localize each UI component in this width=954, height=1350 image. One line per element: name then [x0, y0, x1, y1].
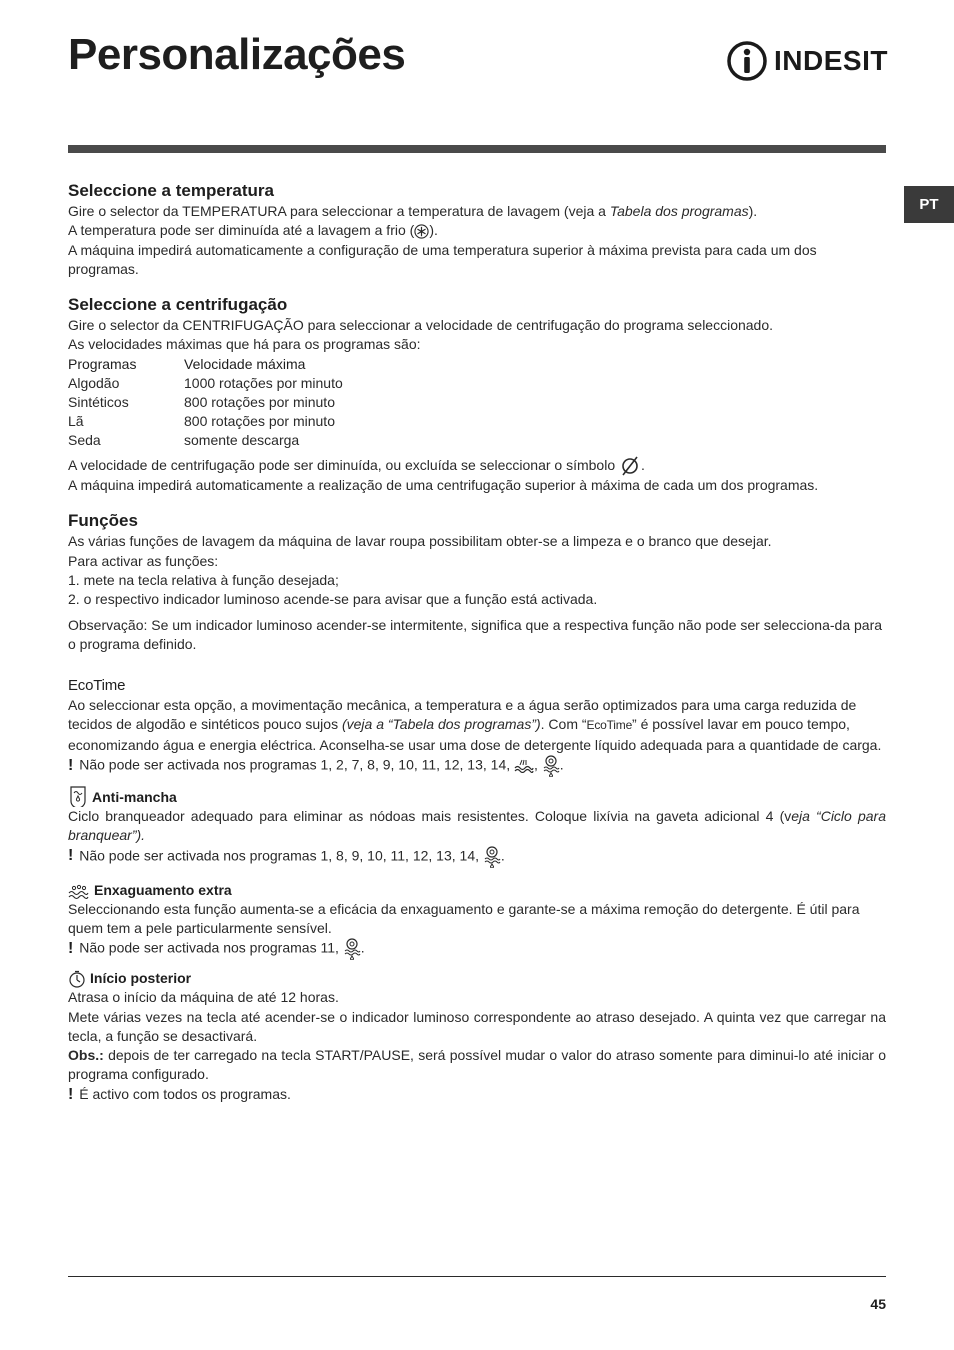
section-anti-stain: [68, 785, 886, 868]
drain-spin-icon: [483, 846, 501, 868]
logo-wordmark: INDESIT: [774, 45, 888, 76]
language-tab: PT: [904, 186, 954, 223]
section-temperature: [68, 180, 886, 279]
table-row: Seda somente descarga: [68, 431, 300, 448]
warning-icon: !: [68, 939, 74, 957]
section-spin: [68, 294, 886, 495]
footer-divider: [68, 1276, 886, 1277]
ecotime-title: EcoTime: [68, 677, 126, 695]
functions-note: Observação: Se um indicador luminoso acender-se intermitente, significa que a respectiva função não pode ser selecciona-da para o programa definido.: [68, 616, 883, 652]
section-delay-start: [68, 968, 886, 1104]
functions-paragraph-1: As várias funções de lavagem da máquina de lavar roupa possibilitam obter-se a limpeza e o branco que desejar.: [68, 533, 772, 550]
delay-start-heading: Início posterior: [68, 968, 886, 988]
table-header-programs: Programas: [68, 355, 137, 372]
drain-spin-icon: [542, 755, 560, 777]
delay-start-paragraph-2: Mete várias vezes na tecla até acender-se o indicador luminoso correspondente ao atraso desejado. A quinta vez que carregar na tecla, a função se desactivará.: [68, 1008, 886, 1044]
anti-stain-icon: [68, 785, 88, 807]
anti-stain-warning: ! Não pode ser activada nos programas 1, 8, 9, 10, 11, 12, 13, 14, .: [68, 846, 886, 868]
extra-rinse-warning: ! Não pode ser activada nos programas 11, .: [68, 938, 886, 960]
functions-step-2: 2. o respectivo indicador luminoso acende-se para avisar que a função está activada.: [68, 591, 598, 608]
indesit-i-logo-icon: [726, 40, 768, 82]
hand-wash-icon: [514, 759, 534, 773]
delay-start-warning: ! É activo com todos os programas.: [68, 1085, 291, 1103]
main-content: [68, 180, 886, 1104]
timer-icon: [68, 970, 86, 988]
delay-start-paragraph-1: Atrasa o início da máquina de até 12 horas.: [68, 989, 339, 1006]
extra-rinse-heading: Enxaguamento extra: [68, 880, 886, 900]
cold-wash-icon: [414, 224, 429, 239]
functions-step-1: 1. mete na tecla relativa à função desejada;: [68, 571, 339, 588]
table-row: Algodão 1000 rotações por minuto: [68, 374, 343, 391]
spin-paragraph-2: As velocidades máximas que há para os programas são:: [68, 336, 421, 353]
extra-rinse-paragraph: Seleccionando esta função aumenta-se a eficácia da enxaguamento e garante-se a máxima remoção do detergente. É útil para quem tem a pele particularmente sensível.: [68, 900, 860, 936]
extra-rinse-icon: [68, 884, 90, 900]
warning-icon: !: [68, 756, 74, 774]
heading-functions: Funções: [68, 511, 138, 531]
indesit-logo: [726, 38, 888, 84]
heading-temperature: Seleccione a temperatura: [68, 181, 274, 200]
temperature-paragraph-1: Gire o selector da TEMPERATURA para seleccionar a temperatura de lavagem (veja a Tabela dos programas).: [68, 203, 758, 219]
temperature-paragraph-3: A máquina impedirá automaticamente a configuração de uma temperatura superior à máxima prevista para cada um dos programas.: [68, 241, 817, 277]
header-divider: [68, 145, 886, 153]
table-row: Lã 800 rotações por minuto: [68, 412, 335, 429]
delay-start-obs: Obs.: depois de ter carregado na tecla START/PAUSE, será possível mudar o valor do atraso somente para diminui-lo até iniciar o programa configurado.: [68, 1047, 886, 1083]
anti-stain-heading: Anti-mancha: [68, 785, 886, 807]
anti-stain-paragraph: Ciclo branqueador adequado para eliminar as nódoas mais resistentes. Coloque lixívia na gaveta adicional 4 (veja “Ciclo para branquear”).: [68, 808, 886, 844]
spin-paragraph-1: Gire o selector da CENTRIFUGAÇÃO para seleccionar a velocidade de centrifugação do programa seleccionado.: [68, 317, 774, 334]
page-number: 45: [870, 1296, 886, 1312]
section-extra-rinse: [68, 880, 886, 961]
ecotime-paragraph: Ao seleccionar esta opção, a movimentação mecânica, a temperatura e a água serão optimizados para uma carga reduzida de tecidos de algodão e sintéticos pouco sujos (veja a “Tabela dos programas”). Com “EcoTime” é possível lavar em pouco tempo, economizando água e energia eléctrica. Aconselha-se usar uma dose de detergente líquido adequada para a quantidade de carga.: [68, 697, 882, 753]
table-row: Sintéticos 800 rotações por minuto: [68, 393, 335, 410]
ecotime-warning: ! Não pode ser activada nos programas 1, 2, 7, 8, 9, 10, 11, 12, 13, 14, , .: [68, 755, 886, 777]
temperature-paragraph-2: A temperatura pode ser diminuída até a lavagem a frio ( ).: [68, 222, 438, 239]
section-ecotime: [68, 676, 886, 777]
table-header-max-speed: Velocidade máxima: [184, 355, 306, 372]
warning-icon: !: [68, 847, 74, 865]
spin-speed-table: [68, 355, 343, 450]
functions-paragraph-2: Para activar as funções:: [68, 552, 219, 569]
section-functions: [68, 510, 886, 654]
page-title: Personalizações: [68, 30, 406, 79]
no-spin-icon: [619, 456, 641, 476]
table-header-row: [68, 355, 343, 374]
spin-paragraph-3: A velocidade de centrifugação pode ser diminuída, ou excluída se seleccionar o símbolo .: [68, 456, 886, 476]
spin-paragraph-4: A máquina impedirá automaticamente a realização de uma centrifugação superior à máxima de cada um dos programas.: [68, 477, 819, 494]
heading-spin: Seleccione a centrifugação: [68, 295, 288, 315]
warning-icon: !: [68, 1085, 74, 1103]
drain-spin-icon: [343, 938, 361, 960]
